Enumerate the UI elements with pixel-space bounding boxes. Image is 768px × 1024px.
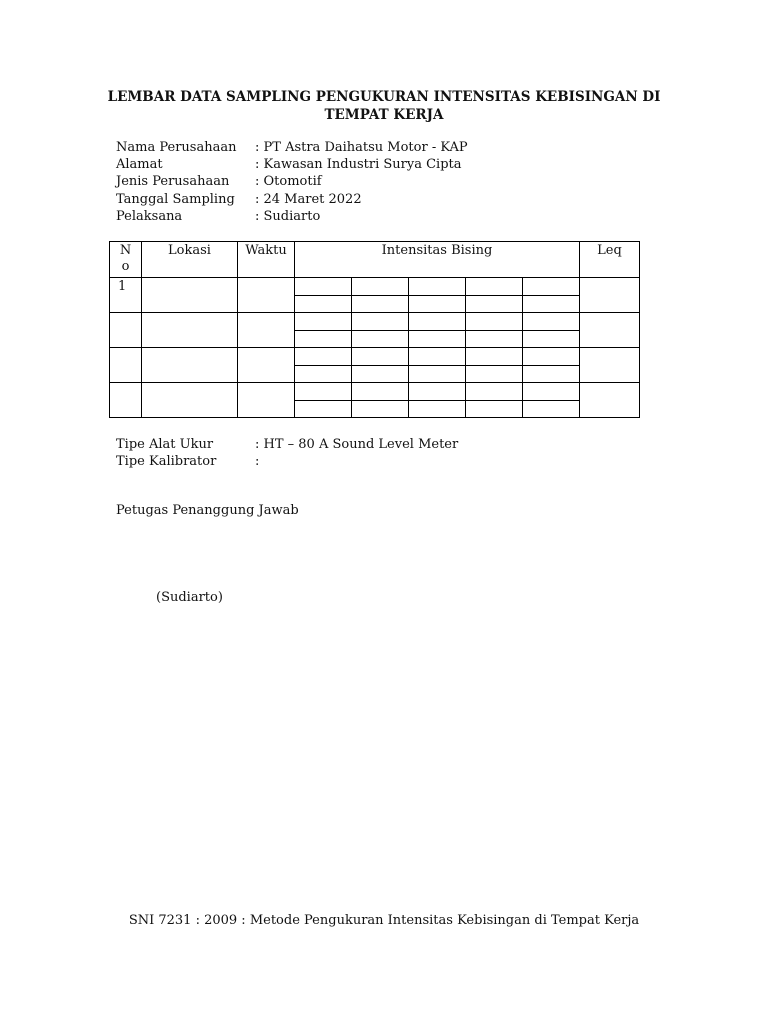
cell-intensity xyxy=(466,330,523,348)
cell-lokasi xyxy=(142,383,238,418)
cell-intensity xyxy=(466,365,523,383)
cell-intensity xyxy=(352,400,409,418)
cell-waktu xyxy=(238,383,295,418)
signer-name: (Sudiarto) xyxy=(156,590,223,605)
cell-intensity xyxy=(295,383,352,401)
cell-intensity xyxy=(409,383,466,401)
table-row xyxy=(110,348,640,366)
tool-label: Tipe Kalibrator xyxy=(116,454,217,469)
info-label: Nama Perusahaan xyxy=(116,140,237,155)
cell-intensity xyxy=(523,400,580,418)
info-row-address xyxy=(116,156,468,173)
cell-lokasi xyxy=(142,313,238,348)
cell-intensity xyxy=(409,348,466,366)
cell-intensity xyxy=(409,330,466,348)
cell-intensity xyxy=(295,365,352,383)
info-value: : 24 Maret 2022 xyxy=(255,191,362,207)
cell-intensity xyxy=(295,330,352,348)
tool-row-meter xyxy=(116,436,458,453)
sampling-table xyxy=(109,241,640,418)
info-label: Jenis Perusahaan xyxy=(116,174,230,190)
header-waktu: Waktu xyxy=(238,242,295,278)
header-leq: Leq xyxy=(580,242,640,278)
info-row-type xyxy=(116,173,468,190)
cell-intensity xyxy=(523,365,580,383)
officer-label: Petugas Penanggung Jawab xyxy=(116,503,299,518)
cell-intensity xyxy=(523,278,580,296)
cell-intensity xyxy=(352,348,409,366)
table-row xyxy=(110,313,640,331)
header-lokasi: Lokasi xyxy=(142,242,238,278)
cell-intensity xyxy=(523,330,580,348)
cell-intensity xyxy=(409,400,466,418)
info-value: : Sudiarto xyxy=(255,208,321,224)
cell-intensity xyxy=(409,278,466,296)
cell-intensity xyxy=(409,313,466,331)
cell-intensity xyxy=(352,383,409,401)
table-row xyxy=(110,383,640,401)
cell-lokasi xyxy=(142,348,238,383)
cell-intensity xyxy=(352,365,409,383)
cell-intensity xyxy=(523,348,580,366)
tool-row-calibrator xyxy=(116,453,458,470)
cell-intensity xyxy=(523,383,580,401)
cell-intensity xyxy=(466,295,523,313)
footer-reference: SNI 7231 : 2009 : Metode Pengukuran Intensitas Kebisingan di Tempat Kerja xyxy=(128,913,640,928)
cell-intensity xyxy=(523,313,580,331)
cell-intensity xyxy=(409,365,466,383)
title-line-2: TEMPAT KERJA xyxy=(324,107,444,123)
cell-leq xyxy=(580,278,640,313)
cell-leq xyxy=(580,348,640,383)
cell-waktu xyxy=(238,278,295,313)
cell-no: 1 xyxy=(110,278,142,313)
info-value: : Kawasan Industri Surya Cipta xyxy=(255,157,462,173)
info-label: Alamat xyxy=(116,157,163,173)
document-title xyxy=(100,88,668,124)
header-intensitas: Intensitas Bising xyxy=(295,242,580,278)
cell-intensity xyxy=(409,295,466,313)
tool-value: : HT – 80 A Sound Level Meter xyxy=(255,437,459,452)
cell-intensity xyxy=(523,295,580,313)
cell-waktu xyxy=(238,313,295,348)
header-no: N o xyxy=(110,242,142,278)
table-header-row xyxy=(110,242,640,278)
cell-waktu xyxy=(238,348,295,383)
cell-intensity xyxy=(466,348,523,366)
cell-lokasi xyxy=(142,278,238,313)
info-value: : PT Astra Daihatsu Motor - KAP xyxy=(255,140,468,155)
info-value: : Otomotif xyxy=(255,174,322,190)
cell-leq xyxy=(580,383,640,418)
tool-label: Tipe Alat Ukur xyxy=(116,437,214,452)
company-info xyxy=(116,139,468,225)
cell-intensity xyxy=(466,383,523,401)
cell-intensity xyxy=(295,313,352,331)
info-label: Pelaksana xyxy=(116,208,183,224)
cell-intensity xyxy=(295,400,352,418)
cell-no xyxy=(110,313,142,348)
cell-intensity xyxy=(295,278,352,296)
cell-intensity xyxy=(352,295,409,313)
cell-no xyxy=(110,348,142,383)
cell-intensity xyxy=(466,313,523,331)
title-line-1: LEMBAR DATA SAMPLING PENGUKURAN INTENSITAS KEBISINGAN DI xyxy=(107,89,661,105)
info-label: Tanggal Sampling xyxy=(116,191,235,207)
cell-intensity xyxy=(352,313,409,331)
info-row-executor xyxy=(116,208,468,225)
cell-intensity xyxy=(295,348,352,366)
cell-no xyxy=(110,383,142,418)
info-row-company xyxy=(116,139,468,156)
table-row xyxy=(110,278,640,296)
cell-intensity xyxy=(466,278,523,296)
tool-value: : xyxy=(255,454,260,469)
cell-intensity xyxy=(352,278,409,296)
cell-intensity xyxy=(352,330,409,348)
cell-intensity xyxy=(466,400,523,418)
cell-intensity xyxy=(295,295,352,313)
info-row-date xyxy=(116,191,468,208)
cell-leq xyxy=(580,313,640,348)
instrument-info xyxy=(116,436,458,470)
